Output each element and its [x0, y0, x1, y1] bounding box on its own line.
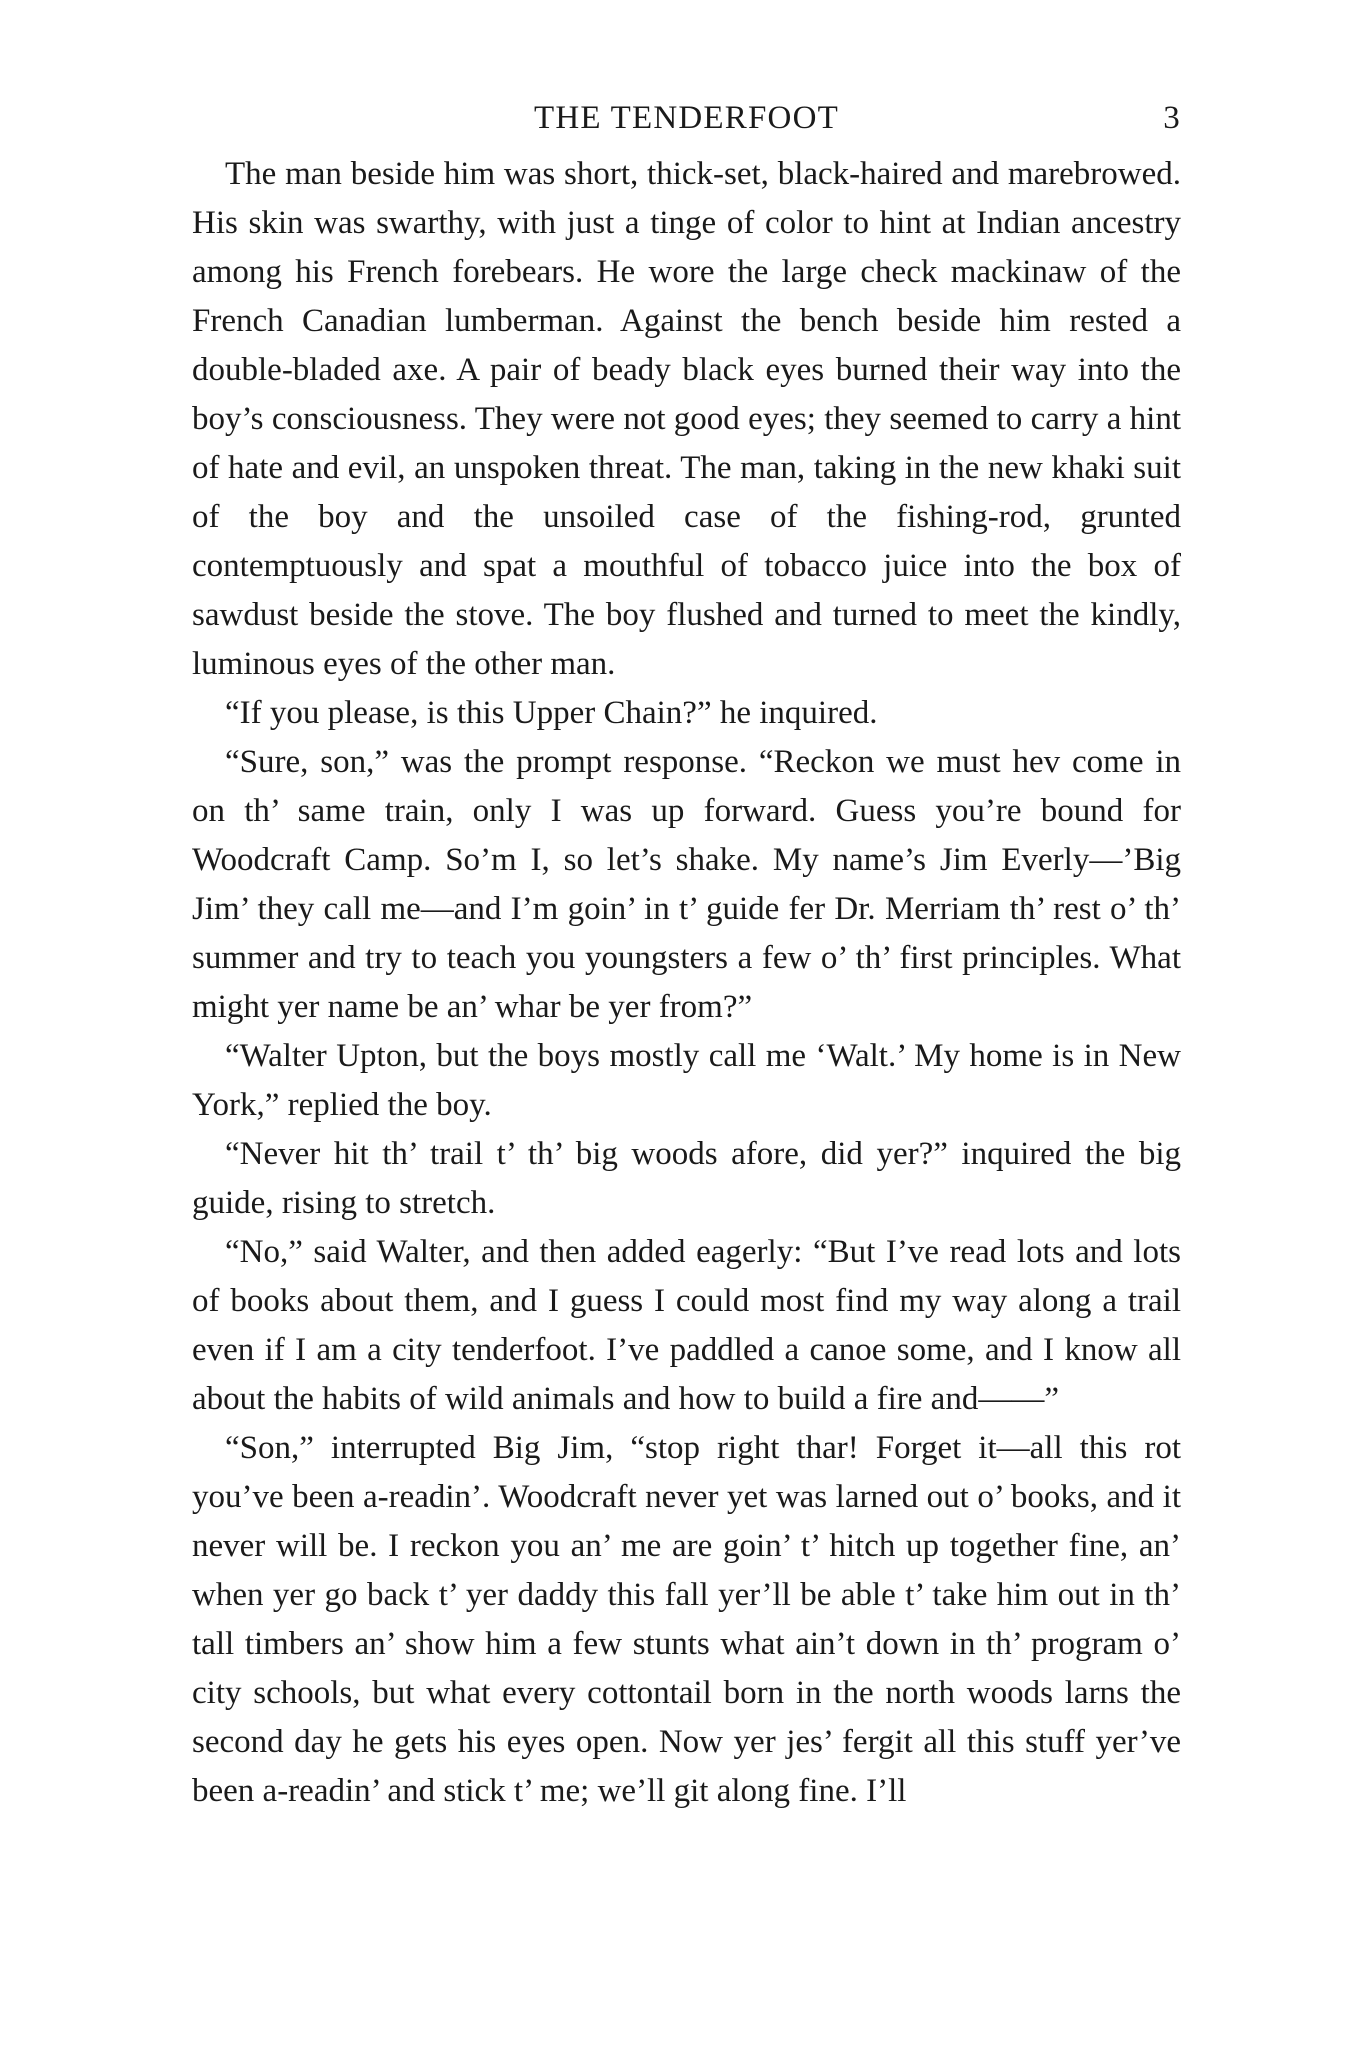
paragraph: “Never hit th’ trail t’ th’ big woods afore, did yer?” inquired the big guide, rising to stretch.	[192, 1136, 1181, 1221]
paragraph: “Son,” interrupted Big Jim, “stop right thar! Forget it—all this rot you’ve been a-readin’. Woodcraft never yet was larned out o’ books, and it never will be. I reckon you an’ me are goin’ t’ hitch up together fine, an’ when yer go back t’ yer daddy this fall yer’ll be able t’ take him out in th’ tall timbers an’ show him a few stunts what ain’t down in th’ program o’ city schools, but what every cottontail born in the north woods larns the second day he gets his eyes open. Now yer jes’ fergit all this stuff yer’ve been a-readin’ and stick t’ me; we’ll git along fine. I’ll	[192, 1430, 1181, 1809]
paragraph: “If you please, is this Upper Chain?” he inquired.	[225, 695, 878, 731]
paragraph: “Walter Upton, but the boys mostly call me ‘Walt.’ My home is in New York,” replied the boy.	[192, 1038, 1181, 1123]
chapter-title: THE TENDERFOOT	[534, 100, 839, 136]
body-text	[192, 150, 1181, 1816]
paragraph: The man beside him was short, thick-set, black-haired and marebrowed. His skin was swarthy, with just a tinge of color to hint at Indian ancestry among his French forebears. He wore the large check mackinaw of the French Canadian lumberman. Against the bench beside him rested a double-bladed axe. A pair of beady black eyes burned their way into the boy’s consciousness. They were not good eyes; they seemed to carry a hint of hate and evil, an unspoken threat. The man, taking in the new khaki suit of the boy and the unsoiled case of the fishing-rod, grunted contemptuously and spat a mouthful of tobacco juice into the box of sawdust beside the stove. The boy flushed and turned to meet the kindly, luminous eyes of the other man.	[192, 156, 1181, 682]
page-number: 3	[1163, 100, 1181, 136]
paragraph: “Sure, son,” was the prompt response. “Reckon we must hev come in on th’ same train, only I was up forward. Guess you’re bound for Woodcraft Camp. So’m I, so let’s shake. My name’s Jim Everly—’Big Jim’ they call me—and I’m goin’ in t’ guide fer Dr. Merriam th’ rest o’ th’ summer and try to teach you youngsters a few o’ th’ first principles. What might yer name be an’ whar be yer from?”	[192, 744, 1181, 1025]
paragraph: “No,” said Walter, and then added eagerly: “But I’ve read lots and lots of books about them, and I guess I could most find my way along a trail even if I am a city tenderfoot. I’ve paddled a canoe some, and I know all about the habits of wild animals and how to build a fire and——”	[192, 1234, 1181, 1417]
book-page	[192, 98, 1181, 1816]
running-head	[192, 98, 1181, 138]
